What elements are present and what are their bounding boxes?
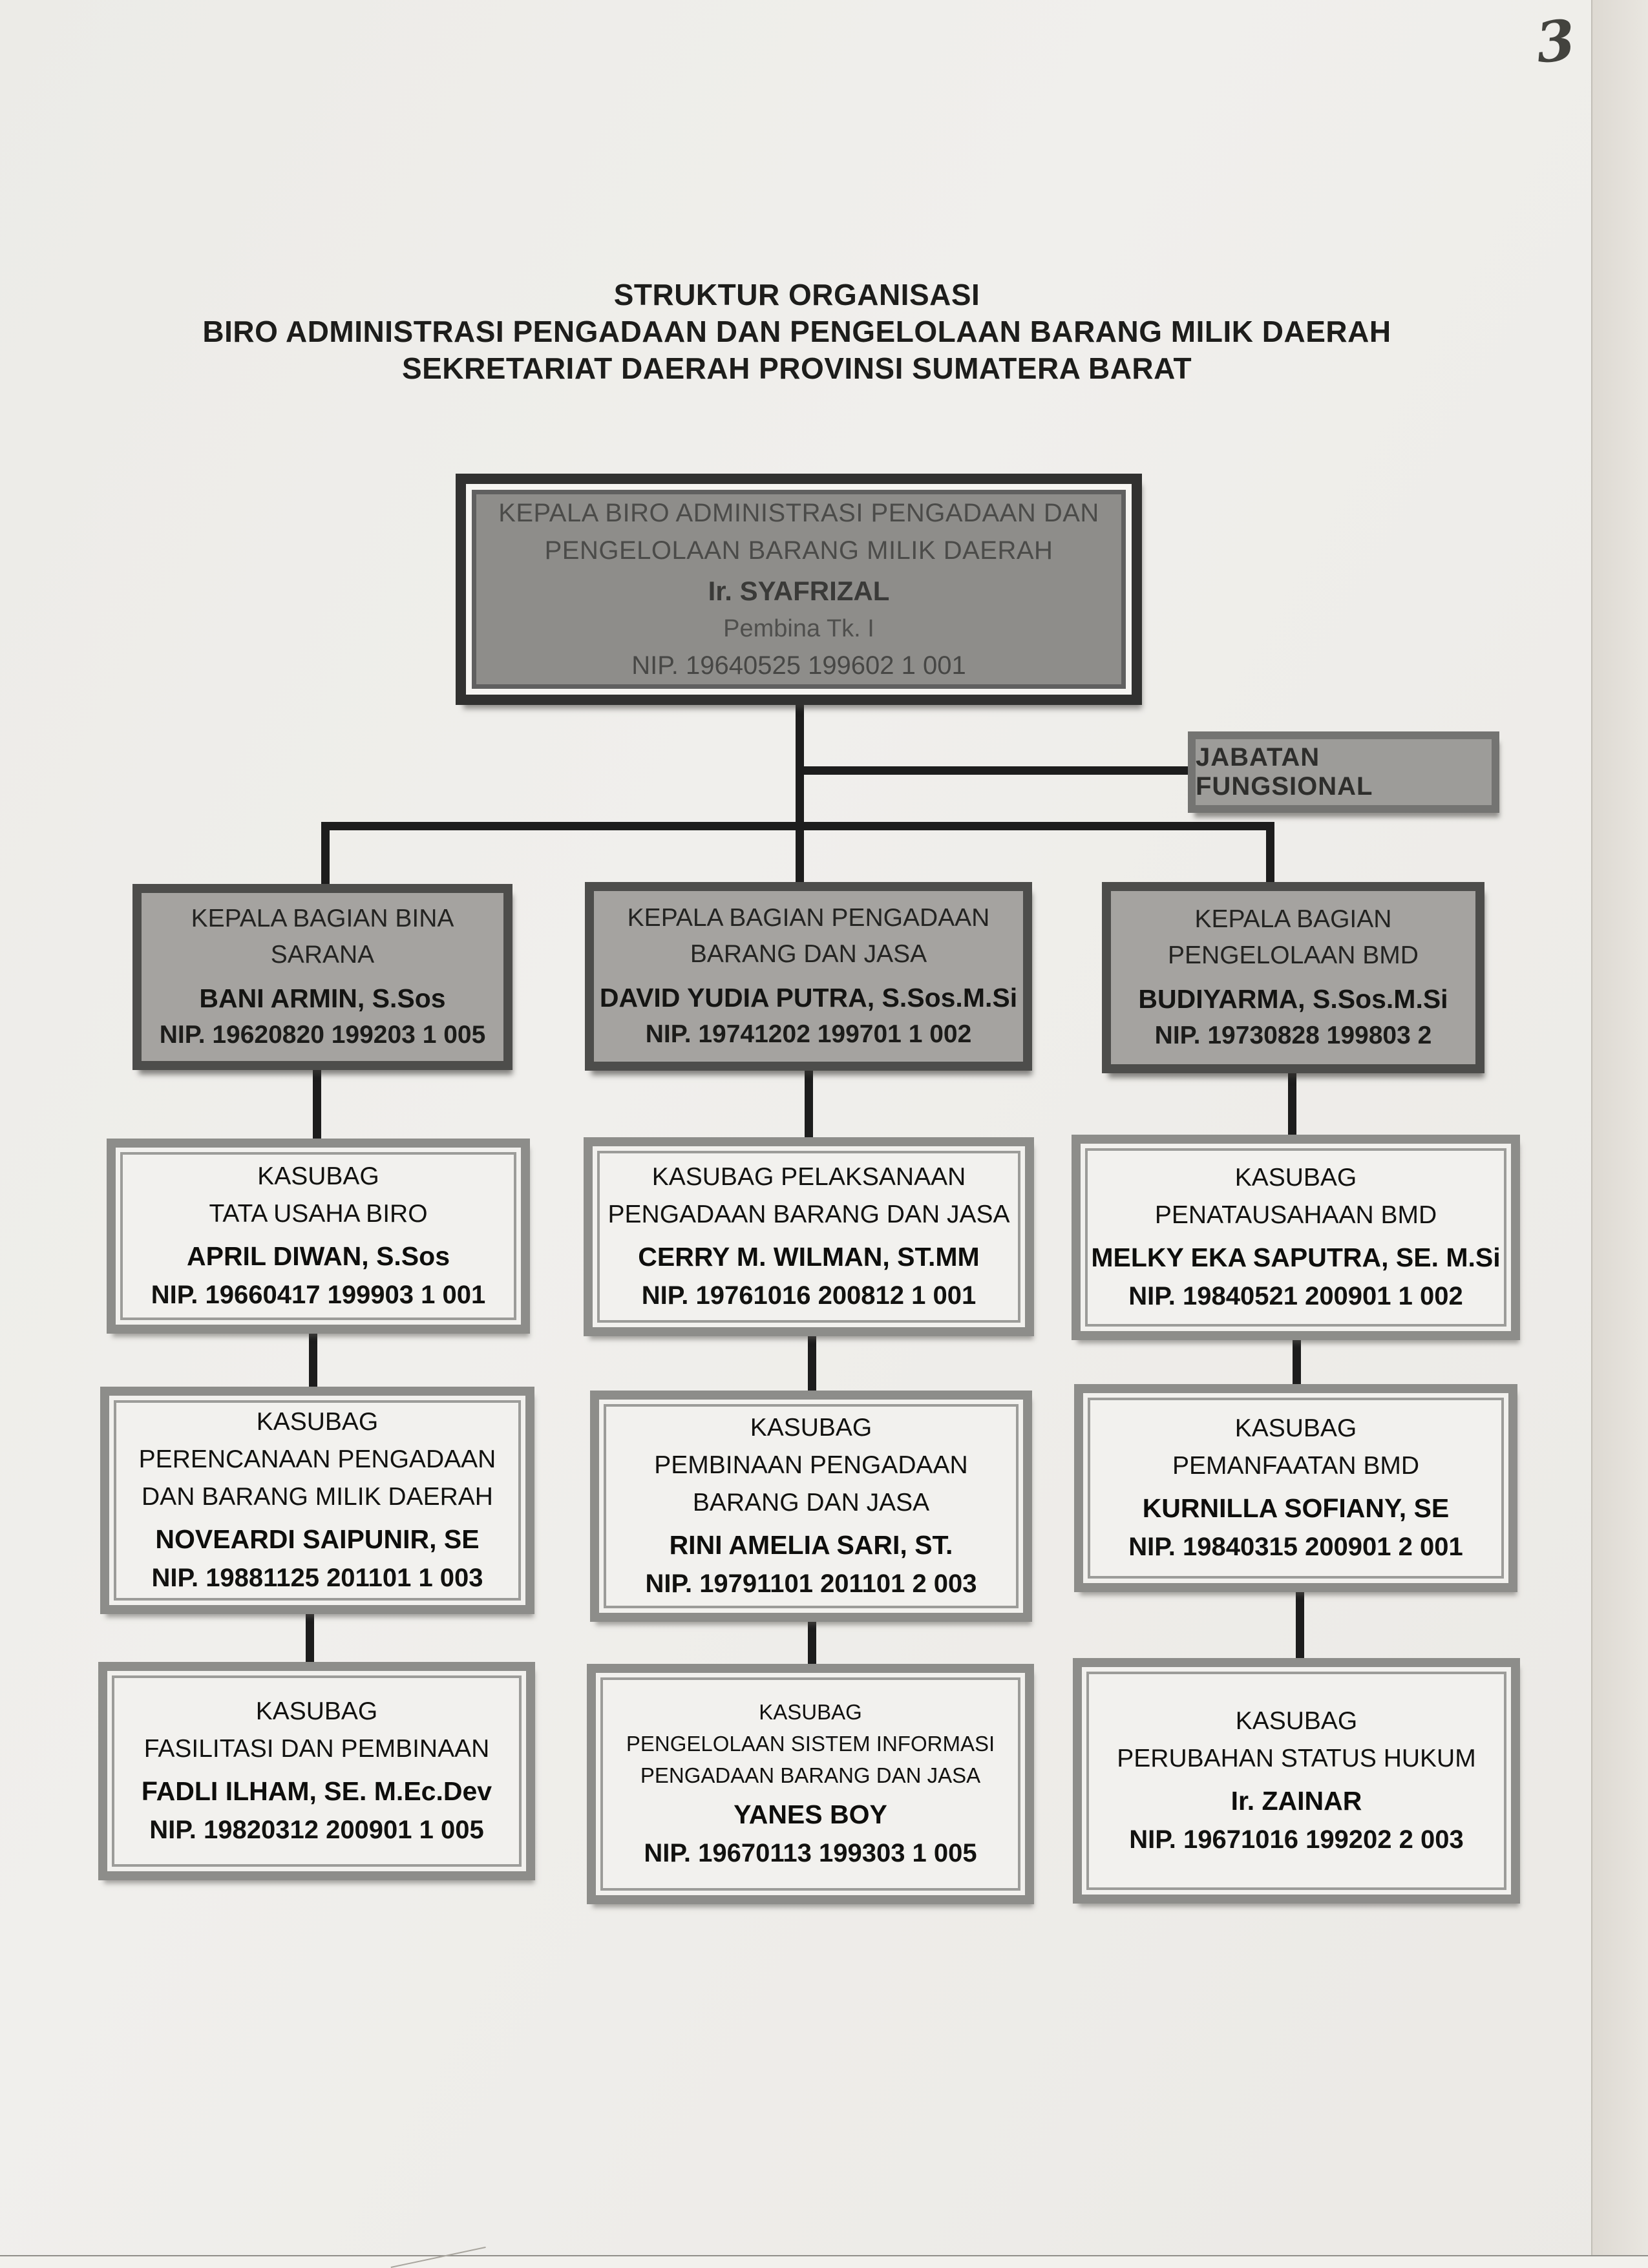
org-box-body [597, 1151, 1020, 1323]
connector-col-mid-r4 [808, 1621, 816, 1666]
title-line-1: STRUKTUR ORGANISASI [613, 278, 980, 311]
org-box-kasubag-perencanaan [100, 1387, 534, 1614]
person-name: NOVEARDI SAIPUNIR, SE [155, 1524, 480, 1554]
org-box-body [1088, 1398, 1504, 1579]
org-box-body [1086, 1672, 1506, 1890]
connector-col-mid-r3 [808, 1335, 816, 1392]
person-nip: NIP. 19671016 199202 2 003 [1129, 1825, 1464, 1854]
person-name: BANI ARMIN, S.Sos [199, 983, 446, 1013]
dept-line: PENATAUSAHAAN BMD [1154, 1201, 1437, 1229]
org-box-body [600, 1677, 1020, 1891]
dept-line: KASUBAG [759, 1699, 862, 1724]
person-name: DAVID YUDIA PUTRA, S.Sos.M.Si [599, 983, 1018, 1013]
person-name: KURNILLA SOFIANY, SE [1142, 1493, 1450, 1523]
dept-line: KASUBAG [1235, 1707, 1358, 1735]
dept-line: KASUBAG [1234, 1414, 1357, 1442]
org-box-kasubag-pembinaan-pbj [590, 1391, 1032, 1622]
connector-col-mid-r2 [805, 1069, 813, 1139]
org-box-body [1085, 1148, 1506, 1327]
org-box-body [112, 1675, 522, 1867]
dept-line: KASUBAG [750, 1414, 872, 1442]
connector-drop-center [796, 830, 804, 885]
person-nip: NIP. 19741202 199701 1 002 [645, 1020, 972, 1048]
dept-line: PERENCANAAN PENGADAAN [138, 1445, 496, 1473]
org-box-kasubag-perubahan-status [1073, 1658, 1520, 1904]
person-name: FADLI ILHAM, SE. M.Ec.Dev [141, 1776, 492, 1806]
dept-line: PENGELOLAAN BARANG MILIK DAERAH [544, 536, 1053, 565]
person-name: RINI AMELIA SARI, ST. [669, 1530, 953, 1560]
org-box-kasubag-tata-usaha [107, 1139, 530, 1334]
person-nip: NIP. 19640525 199602 1 001 [631, 651, 966, 680]
title-line-3: SEKRETARIAT DAERAH PROVINSI SUMATERA BARAT [401, 352, 1192, 385]
dept-line: PENGELOLAAN SISTEM INFORMASI [626, 1731, 995, 1756]
person-name: CERRY M. WILMAN, ST.MM [638, 1242, 980, 1272]
title-line-2: BIRO ADMINISTRASI PENGADAAN DAN PENGELOLAAN BARANG MILIK DAERAH [202, 315, 1391, 348]
dept-line: KEPALA BAGIAN BINA [191, 905, 454, 932]
person-nip: NIP. 19881125 201101 1 003 [151, 1564, 483, 1592]
org-box-body [472, 490, 1126, 689]
person-nip: NIP. 19730828 199803 2 [1154, 1022, 1432, 1049]
dept-line: PENGADAAN BARANG DAN JASA [607, 1201, 1010, 1228]
person-rank: Pembina Tk. I [723, 615, 874, 642]
chart-title [0, 277, 1594, 387]
person-nip: NIP. 19761016 200812 1 001 [641, 1281, 977, 1310]
person-nip: NIP. 19840315 200901 2 001 [1128, 1533, 1463, 1561]
org-box-kasubag-pelaksanaan-pbj [584, 1137, 1034, 1336]
connector-col-left-r4 [306, 1613, 314, 1663]
dept-line: KASUBAG [256, 1408, 379, 1436]
org-box-kabag-pengelolaan-bmd [1102, 882, 1484, 1073]
org-box-body [120, 1152, 516, 1320]
person-nip: NIP. 19620820 199203 1 005 [159, 1021, 486, 1049]
person-nip: NIP. 19670113 199303 1 005 [644, 1838, 977, 1867]
person-nip: NIP. 19820312 200901 1 005 [149, 1816, 484, 1844]
connector-functional-branch [799, 766, 1188, 775]
org-box-kasubag-sistem-informasi [587, 1664, 1034, 1904]
dept-line: BARANG DAN JASA [690, 940, 927, 968]
person-name: Ir. ZAINAR [1231, 1786, 1362, 1816]
org-box-kabag-bina-sarana [132, 884, 512, 1070]
dept-line: KEPALA BAGIAN PENGADAAN [627, 904, 990, 932]
org-box-body [114, 1400, 521, 1601]
org-box-kasubag-fasilitasi [98, 1662, 535, 1880]
org-box-kasubag-penatausahaan-bmd [1072, 1135, 1520, 1340]
functional-label: JABATAN FUNGSIONAL [1196, 743, 1373, 801]
person-name: MELKY EKA SAPUTRA, SE. M.Si [1091, 1243, 1501, 1272]
connector-col-left-r2 [313, 1069, 321, 1140]
dept-line: KEPALA BIRO ADMINISTRASI PENGADAAN DAN [498, 499, 1099, 527]
paper-bottom-edge [0, 2255, 1648, 2268]
connector-col-right-r2 [1288, 1072, 1296, 1136]
dept-line: PEMANFAATAN BMD [1172, 1452, 1420, 1480]
dept-line: DAN BARANG MILIK DAERAH [142, 1483, 493, 1511]
person-nip: NIP. 19660417 199903 1 001 [151, 1281, 486, 1309]
person-name: Ir. SYAFRIZAL [708, 576, 890, 606]
person-nip: NIP. 19840521 200901 1 002 [1128, 1282, 1463, 1310]
dept-line: BARANG DAN JASA [692, 1489, 930, 1517]
org-box-head-office [456, 474, 1142, 705]
org-box-jabatan-fungsional [1188, 731, 1499, 813]
person-name: APRIL DIWAN, S.Sos [186, 1241, 450, 1271]
dept-line: FASILITASI DAN PEMBINAAN [143, 1735, 490, 1763]
person-name: BUDIYARMA, S.Sos.M.Si [1138, 984, 1448, 1014]
org-box-kabag-pengadaan [585, 882, 1032, 1071]
person-name: YANES BOY [734, 1799, 887, 1829]
connector-col-right-r4 [1296, 1591, 1304, 1659]
dept-line: PENGELOLAAN BMD [1168, 941, 1419, 969]
dept-line: PERUBAHAN STATUS HUKUM [1117, 1745, 1476, 1772]
dept-line: PENGADAAN BARANG DAN JASA [640, 1763, 981, 1787]
dept-line: TATA USAHA BIRO [209, 1200, 428, 1228]
connector-drop-left [321, 822, 330, 887]
connector-drop-right [1266, 822, 1274, 885]
org-box-body [604, 1404, 1019, 1608]
dept-line: KASUBAG [255, 1697, 378, 1725]
dept-line: KASUBAG [1234, 1164, 1357, 1192]
person-nip: NIP. 19791101 201101 2 003 [645, 1570, 977, 1598]
dept-line: PEMBINAAN PENGADAAN [654, 1451, 968, 1479]
dept-line: KASUBAG PELAKSANAAN [651, 1163, 966, 1191]
org-box-kasubag-pemanfaatan-bmd [1074, 1384, 1517, 1592]
connector-col-left-r3 [309, 1332, 317, 1388]
handwritten-page-number: 3 [1532, 7, 1579, 76]
connector-col-right-r3 [1293, 1339, 1301, 1385]
dept-line: SARANA [270, 941, 375, 969]
dept-line: KEPALA BAGIAN [1194, 905, 1392, 933]
scanner-edge-right [1591, 0, 1648, 2268]
dept-line: KASUBAG [257, 1162, 379, 1190]
